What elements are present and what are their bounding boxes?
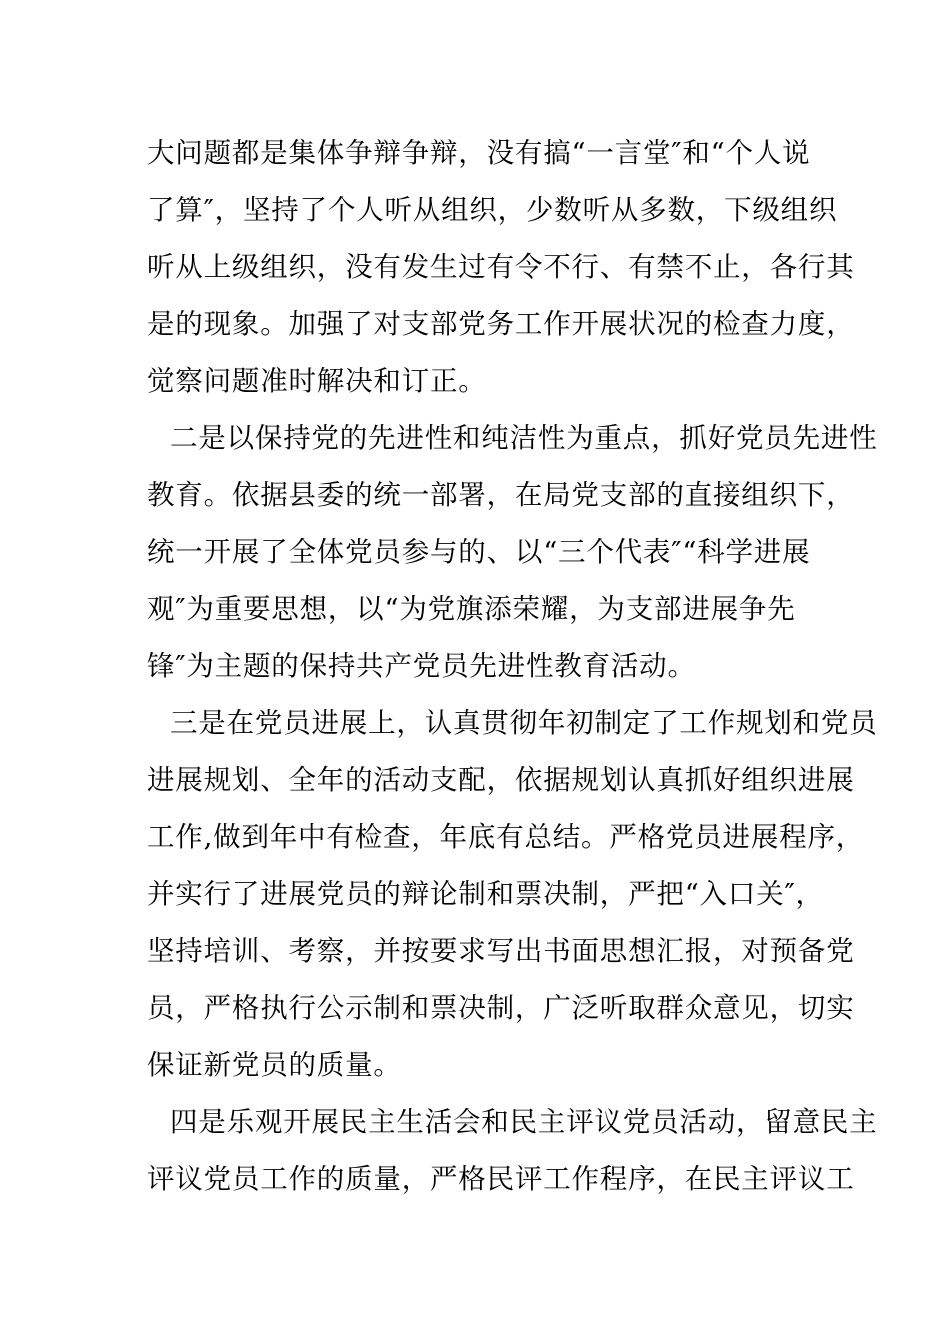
- text-line: 进展规划、全年的活动支配，依据规划认真抓好组织进展: [147, 764, 855, 796]
- text-line: 观″为重要思想，以“为党旗添荣耀，为支部进展争先: [147, 593, 796, 625]
- paragraph-start-line: 三是在党员进展上，认真贯彻年初制定了工作规划和党员: [170, 707, 878, 739]
- text-line: 锋″为主题的保持共产党员先进性教育活动。: [147, 650, 696, 682]
- paragraph-start-line: 二是以保持党的先进性和纯洁性为重点，抓好党员先进性: [170, 422, 878, 454]
- text-line: 评议党员工作的质量，严格民评工作程序，在民主评议工: [147, 1163, 855, 1195]
- text-line: 坚持培训、考察，并按要求写出书面思想汇报，对预备党: [147, 935, 855, 967]
- text-line: 保证新党员的质量。: [147, 1049, 402, 1081]
- text-line: 统一开展了全体党员参与的、以“三个代表″“科学进展: [147, 536, 811, 568]
- paragraph-start-line: 四是乐观开展民主生活会和民主评议党员活动，留意民主: [170, 1106, 878, 1138]
- text-line: 大问题都是集体争辩争辩，没有搞“一言堂″和“个人说: [147, 137, 811, 169]
- text-line: 是的现象。加强了对支部党务工作开展状况的检查力度，: [147, 308, 855, 340]
- text-line: 教育。依据县委的统一部署，在局党支部的直接组织下，: [147, 479, 855, 511]
- text-line: 员，严格执行公示制和票决制，广泛听取群众意见，切实: [147, 992, 855, 1024]
- text-line: 并实行了进展党员的辩论制和票决制，严把“入口关″，: [147, 878, 824, 910]
- text-line: 听从上级组织，没有发生过有令不行、有禁不止，各行其: [147, 251, 855, 283]
- text-line: 了算″，坚持了个人听从组织，少数听从多数，下级组织: [147, 194, 838, 226]
- text-line: 工作,做到年中有检查，年底有总结。严格党员进展程序，: [147, 821, 865, 853]
- text-line: 觉察问题准时解决和订正。: [147, 365, 487, 397]
